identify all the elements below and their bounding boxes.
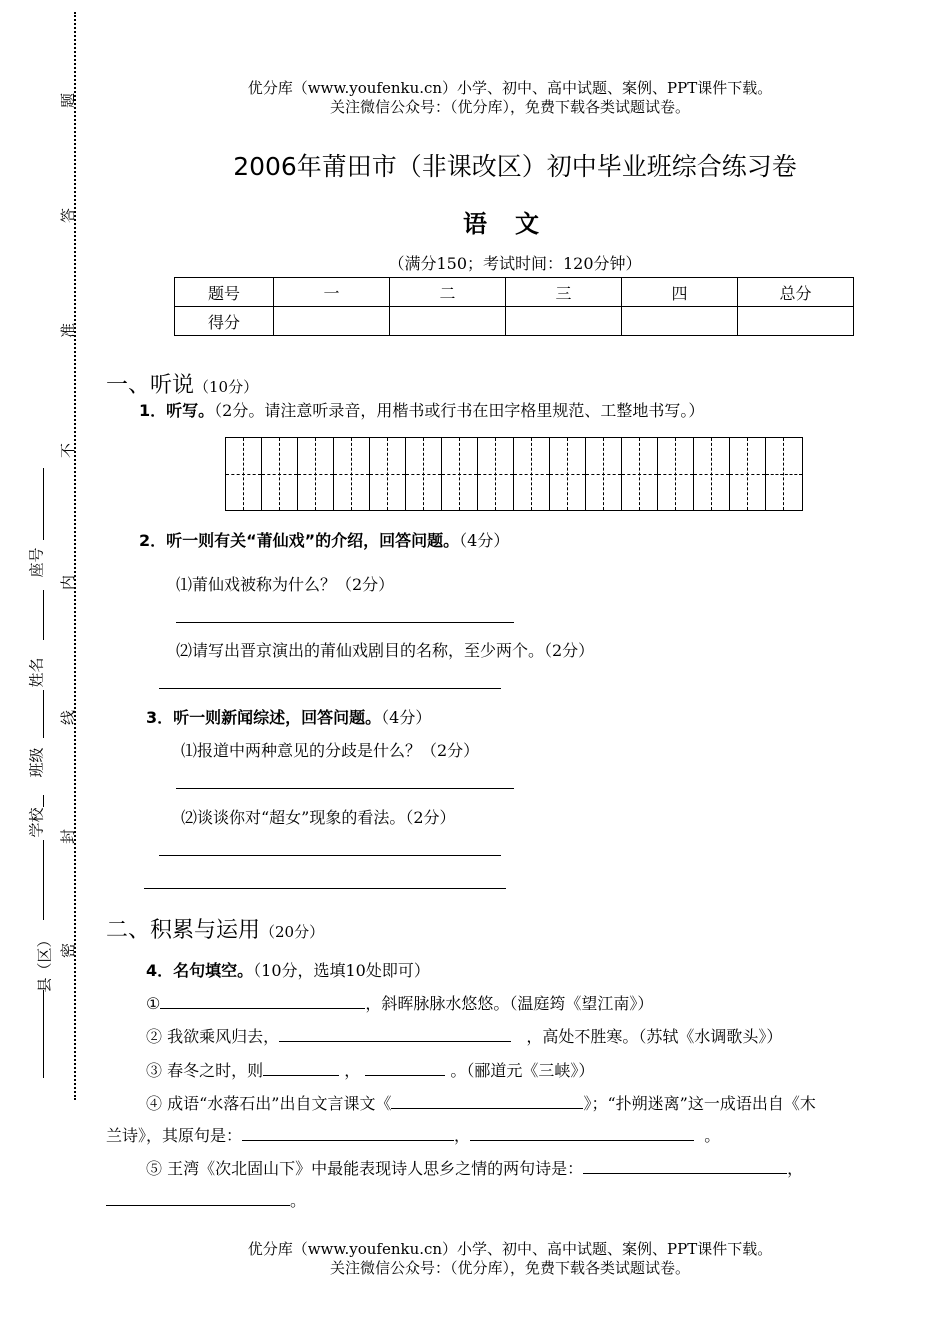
grid-cell[interactable] bbox=[658, 438, 694, 510]
answer-line[interactable] bbox=[176, 622, 514, 623]
question-3-label: 3．听一则新闻综述，回答问题。 bbox=[146, 708, 382, 727]
grid-cell[interactable] bbox=[406, 438, 442, 510]
footer-line-2: 关注微信公众号：（优分库），免费下载各类试题试卷。 bbox=[329, 1259, 690, 1277]
grid-cell[interactable] bbox=[262, 438, 298, 510]
fill-blank[interactable] bbox=[263, 1061, 339, 1076]
grid-cell[interactable] bbox=[478, 438, 514, 510]
footer-line-1: 优分库（www.youfenku.cn）小学、初中、高中试题、案例、PPT课件下载。 bbox=[247, 1240, 773, 1258]
score-cell[interactable] bbox=[506, 307, 622, 336]
item-text: ⑤ 王湾《次北固山下》中最能表现诗人思乡之情的两句诗是： bbox=[146, 1159, 584, 1178]
item-text: ④ 成语“水落石出”出自文言课文《 bbox=[146, 1094, 392, 1113]
tianzige-grid[interactable] bbox=[225, 437, 803, 511]
item-text: ，斜晖脉脉水悠悠。（温庭筠《望江南》） bbox=[365, 994, 654, 1013]
grid-cell[interactable] bbox=[442, 438, 478, 510]
school-label: 学校 bbox=[27, 807, 46, 838]
seat-blank[interactable] bbox=[43, 468, 44, 540]
question-1-note: （2分。请注意听录音，用楷书或行书在田字格里规范、工整地书写。） bbox=[214, 401, 705, 420]
header-line-1: 优分库（www.youfenku.cn）小学、初中、高中试题、案例、PPT课件下载。 bbox=[247, 79, 773, 97]
grid-cell[interactable] bbox=[334, 438, 370, 510]
county-blank[interactable] bbox=[43, 990, 44, 1078]
section-2-points: （20分） bbox=[260, 923, 325, 941]
fill-blank[interactable] bbox=[242, 1126, 454, 1141]
grid-cell[interactable] bbox=[226, 438, 262, 510]
grid-cell[interactable] bbox=[694, 438, 730, 510]
score-header-cell: 二 bbox=[390, 278, 506, 307]
question-2 bbox=[139, 528, 509, 551]
item-text: 兰诗》，其原句是： bbox=[106, 1126, 243, 1145]
item-text: ， bbox=[787, 1159, 804, 1178]
grid-cell[interactable] bbox=[370, 438, 406, 510]
fill-blank[interactable] bbox=[279, 1027, 511, 1042]
class-blank-2[interactable] bbox=[43, 795, 44, 807]
item-text: ③ 春冬之时，则 bbox=[146, 1061, 264, 1080]
header-line-2: 关注微信公众号：（优分库），免费下载各类试题试卷。 bbox=[329, 98, 690, 116]
question-1-label: 1．听写。 bbox=[139, 401, 215, 420]
item-text: 。 bbox=[704, 1126, 721, 1145]
item-text: 》；“扑朔迷离”这一成语出自《木 bbox=[583, 1094, 816, 1113]
score-row-label: 得分 bbox=[175, 307, 274, 336]
seal-char: 封 bbox=[59, 828, 78, 845]
seat-label: 座号 bbox=[27, 547, 46, 578]
fill-blank[interactable] bbox=[470, 1126, 694, 1141]
name-blank[interactable] bbox=[43, 590, 44, 640]
question-3-points: （4分） bbox=[381, 708, 432, 727]
quote-item-4 bbox=[146, 1091, 816, 1114]
grid-cell[interactable] bbox=[586, 438, 622, 510]
section-2-title: 二、积累与运用 bbox=[106, 918, 261, 943]
section-1-heading bbox=[106, 368, 258, 399]
grid-cell[interactable] bbox=[622, 438, 658, 510]
answer-line[interactable] bbox=[176, 788, 514, 789]
seal-char: 准 bbox=[59, 322, 78, 339]
question-2-label: 2．听一则有关“莆仙戏”的介绍，回答问题。 bbox=[139, 531, 460, 550]
school-blank[interactable] bbox=[43, 840, 44, 920]
score-cell[interactable] bbox=[274, 307, 390, 336]
fill-blank[interactable] bbox=[365, 1061, 445, 1076]
seal-char: 密 bbox=[59, 942, 78, 959]
question-3-sub-2: ⑵谈谈你对“超女”现象的看法。（2分） bbox=[181, 808, 456, 827]
exam-subject: 语文 bbox=[463, 209, 567, 238]
class-label: 班级 bbox=[27, 747, 46, 778]
score-header-cell: 一 bbox=[274, 278, 390, 307]
question-3-sub-1: ⑴报道中两种意见的分歧是什么？（2分） bbox=[181, 741, 480, 760]
exam-title: 2006年莆田市（非课改区）初中毕业班综合练习卷 bbox=[233, 152, 797, 181]
grid-cell[interactable] bbox=[514, 438, 550, 510]
seal-char: 答 bbox=[59, 207, 78, 224]
seal-char: 线 bbox=[59, 709, 78, 726]
grid-cell[interactable] bbox=[298, 438, 334, 510]
score-table-score-row bbox=[175, 307, 854, 336]
question-4-note: （10分，选填10处即可） bbox=[253, 961, 430, 980]
item-text: ② 我欲乘风归去， bbox=[146, 1027, 280, 1046]
answer-line[interactable] bbox=[159, 688, 501, 689]
quote-item-2 bbox=[146, 1024, 782, 1047]
score-cell[interactable] bbox=[390, 307, 506, 336]
name-label: 姓名 bbox=[27, 657, 46, 688]
score-table bbox=[174, 277, 854, 336]
question-2-points: （4分） bbox=[459, 531, 510, 550]
grid-cell[interactable] bbox=[730, 438, 766, 510]
fill-blank[interactable] bbox=[106, 1191, 290, 1206]
exam-meta: （满分150；考试时间：120分钟） bbox=[388, 254, 642, 273]
fill-blank[interactable] bbox=[583, 1159, 787, 1174]
item-text: ， bbox=[454, 1126, 471, 1145]
question-2-sub-2: ⑵请写出晋京演出的莆仙戏剧目的名称，至少两个。（2分） bbox=[176, 641, 595, 660]
answer-line[interactable] bbox=[144, 888, 506, 889]
item-number: ① bbox=[146, 994, 161, 1013]
answer-line[interactable] bbox=[159, 855, 501, 856]
fill-blank[interactable] bbox=[160, 994, 365, 1009]
score-table-header-row bbox=[175, 278, 854, 307]
grid-cell[interactable] bbox=[766, 438, 802, 510]
score-header-cell: 题号 bbox=[175, 278, 274, 307]
quote-item-5 bbox=[146, 1156, 803, 1179]
item-text: ， bbox=[344, 1061, 361, 1080]
question-3 bbox=[146, 705, 431, 728]
question-4 bbox=[146, 958, 430, 981]
score-header-cell: 总分 bbox=[738, 278, 854, 307]
section-1-title: 一、听说 bbox=[106, 373, 195, 398]
score-cell[interactable] bbox=[738, 307, 854, 336]
fill-blank[interactable] bbox=[391, 1094, 583, 1109]
question-4-label: 4．名句填空。 bbox=[146, 961, 254, 980]
quote-item-4-line-2 bbox=[106, 1123, 720, 1146]
section-2-heading bbox=[106, 913, 324, 944]
grid-cell[interactable] bbox=[550, 438, 586, 510]
item-text: ，高处不胜寒。（苏轼《水调歌头》） bbox=[526, 1027, 783, 1046]
item-text: 。（郦道元《三峡》） bbox=[450, 1061, 595, 1080]
seal-char: 不 bbox=[59, 442, 78, 459]
quote-item-3 bbox=[146, 1058, 594, 1081]
section-1-points: （10分） bbox=[194, 378, 259, 396]
seal-char: 题 bbox=[59, 92, 78, 109]
class-blank[interactable] bbox=[43, 690, 44, 738]
quote-item-1 bbox=[146, 991, 653, 1014]
question-1 bbox=[139, 398, 704, 421]
county-label: 县（区） bbox=[35, 932, 54, 993]
score-header-cell: 四 bbox=[622, 278, 738, 307]
quote-item-5-line-2 bbox=[106, 1188, 306, 1211]
item-text: 。 bbox=[290, 1191, 307, 1210]
seal-char: 内 bbox=[59, 574, 78, 591]
score-header-cell: 三 bbox=[506, 278, 622, 307]
score-cell[interactable] bbox=[622, 307, 738, 336]
question-2-sub-1: ⑴莆仙戏被称为什么？（2分） bbox=[176, 575, 395, 594]
